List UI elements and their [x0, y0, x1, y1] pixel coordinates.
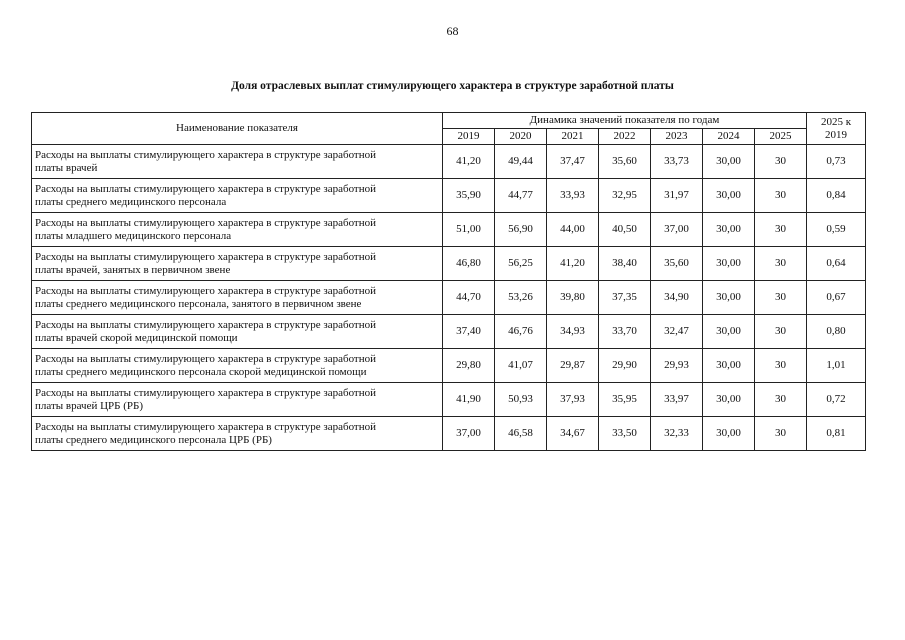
value-cell: 30,00	[703, 281, 755, 315]
value-cell: 30	[755, 417, 807, 451]
table-row	[32, 349, 866, 383]
ratio-cell: 0,81	[807, 417, 866, 451]
value-cell: 32,33	[651, 417, 703, 451]
table-row	[32, 315, 866, 349]
header-year: 2022	[599, 129, 651, 145]
value-cell: 49,44	[495, 145, 547, 179]
value-cell: 30,00	[703, 145, 755, 179]
value-cell: 41,20	[547, 247, 599, 281]
value-cell: 33,97	[651, 383, 703, 417]
indicator-name-cell	[32, 247, 443, 281]
value-cell: 30,00	[703, 349, 755, 383]
value-cell: 35,60	[599, 145, 651, 179]
value-cell: 35,90	[443, 179, 495, 213]
ratio-cell: 0,64	[807, 247, 866, 281]
value-cell: 56,25	[495, 247, 547, 281]
value-cell: 30	[755, 179, 807, 213]
value-cell: 32,47	[651, 315, 703, 349]
indicator-name-line2: платы врачей скорой медицинской помощи	[35, 331, 238, 344]
indicator-name-line1: Расходы на выплаты стимулирующего характера в структуре заработной	[35, 352, 377, 365]
value-cell: 41,07	[495, 349, 547, 383]
ratio-cell: 0,80	[807, 315, 866, 349]
indicator-name-line2: платы младшего медицинского персонала	[35, 229, 232, 242]
value-cell: 37,35	[599, 281, 651, 315]
header-year: 2019	[443, 129, 495, 145]
indicator-name-line1: Расходы на выплаты стимулирующего характера в структуре заработной	[35, 250, 377, 263]
ratio-cell: 0,84	[807, 179, 866, 213]
table-header	[32, 113, 866, 145]
indicator-name-cell	[32, 213, 443, 247]
value-cell: 35,60	[651, 247, 703, 281]
indicator-name-cell	[32, 383, 443, 417]
stimulus-payments-table	[31, 112, 866, 451]
value-cell: 46,58	[495, 417, 547, 451]
value-cell: 33,73	[651, 145, 703, 179]
value-cell: 44,00	[547, 213, 599, 247]
value-cell: 30	[755, 213, 807, 247]
table-row	[32, 281, 866, 315]
header-year: 2020	[495, 129, 547, 145]
value-cell: 33,50	[599, 417, 651, 451]
indicator-name-cell	[32, 417, 443, 451]
value-cell: 56,90	[495, 213, 547, 247]
page-number: 68	[446, 24, 459, 38]
table-row	[32, 213, 866, 247]
value-cell: 30,00	[703, 179, 755, 213]
indicator-name-line1: Расходы на выплаты стимулирующего характера в структуре заработной	[35, 386, 377, 399]
header-ratio-line2: 2019	[825, 128, 848, 141]
value-cell: 35,95	[599, 383, 651, 417]
value-cell: 41,90	[443, 383, 495, 417]
header-dynamics: Динамика значений показателя по годам	[443, 113, 807, 129]
indicator-name-line1: Расходы на выплаты стимулирующего характера в структуре заработной	[35, 420, 377, 433]
value-cell: 44,70	[443, 281, 495, 315]
value-cell: 29,93	[651, 349, 703, 383]
value-cell: 37,40	[443, 315, 495, 349]
table-row	[32, 247, 866, 281]
ratio-cell: 0,72	[807, 383, 866, 417]
indicator-name-line2: платы среднего медицинского персонала	[35, 195, 227, 208]
value-cell: 30,00	[703, 315, 755, 349]
value-cell: 29,87	[547, 349, 599, 383]
table-body	[32, 145, 866, 451]
value-cell: 29,90	[599, 349, 651, 383]
indicator-name-line2: платы врачей, занятых в первичном звене	[35, 263, 231, 276]
value-cell: 30,00	[703, 417, 755, 451]
indicator-name-cell	[32, 349, 443, 383]
value-cell: 30	[755, 247, 807, 281]
ratio-cell: 0,73	[807, 145, 866, 179]
indicator-name-line1: Расходы на выплаты стимулирующего характера в структуре заработной	[35, 182, 377, 195]
value-cell: 32,95	[599, 179, 651, 213]
value-cell: 34,67	[547, 417, 599, 451]
table-row	[32, 179, 866, 213]
value-cell: 29,80	[443, 349, 495, 383]
value-cell: 30	[755, 281, 807, 315]
value-cell: 33,70	[599, 315, 651, 349]
value-cell: 44,77	[495, 179, 547, 213]
value-cell: 30	[755, 315, 807, 349]
value-cell: 34,93	[547, 315, 599, 349]
header-ratio	[807, 113, 866, 145]
header-year: 2025	[755, 129, 807, 145]
value-cell: 34,90	[651, 281, 703, 315]
indicator-name-line1: Расходы на выплаты стимулирующего характера в структуре заработной	[35, 284, 377, 297]
indicator-name-line1: Расходы на выплаты стимулирующего характера в структуре заработной	[35, 148, 377, 161]
value-cell: 37,00	[651, 213, 703, 247]
table-row	[32, 145, 866, 179]
indicator-name-line2: платы среднего медицинского персонала скорой медицинской помощи	[35, 365, 367, 378]
value-cell: 30	[755, 145, 807, 179]
value-cell: 53,26	[495, 281, 547, 315]
indicator-name-cell	[32, 179, 443, 213]
value-cell: 50,93	[495, 383, 547, 417]
ratio-cell: 0,59	[807, 213, 866, 247]
value-cell: 30,00	[703, 213, 755, 247]
header-indicator-name: Наименование показателя	[32, 113, 443, 145]
indicator-name-line2: платы среднего медицинского персонала, занятого в первичном звене	[35, 297, 362, 310]
value-cell: 37,00	[443, 417, 495, 451]
indicator-name-line2: платы врачей	[35, 161, 98, 174]
value-cell: 39,80	[547, 281, 599, 315]
header-year: 2024	[703, 129, 755, 145]
ratio-cell: 1,01	[807, 349, 866, 383]
value-cell: 46,80	[443, 247, 495, 281]
value-cell: 40,50	[599, 213, 651, 247]
indicator-name-line2: платы среднего медицинского персонала ЦРБ (РБ)	[35, 433, 272, 446]
ratio-cell: 0,67	[807, 281, 866, 315]
indicator-name-cell	[32, 145, 443, 179]
indicator-name-cell	[32, 281, 443, 315]
indicator-name-line1: Расходы на выплаты стимулирующего характера в структуре заработной	[35, 318, 377, 331]
value-cell: 30	[755, 383, 807, 417]
table-row	[32, 417, 866, 451]
document-title: Доля отраслевых выплат стимулирующего характера в структуре заработной платы	[231, 80, 674, 92]
value-cell: 37,93	[547, 383, 599, 417]
indicator-name-line1: Расходы на выплаты стимулирующего характера в структуре заработной	[35, 216, 377, 229]
value-cell: 30,00	[703, 383, 755, 417]
value-cell: 31,97	[651, 179, 703, 213]
indicator-name-line2: платы врачей ЦРБ (РБ)	[35, 399, 143, 412]
value-cell: 30	[755, 349, 807, 383]
indicator-name-cell	[32, 315, 443, 349]
value-cell: 46,76	[495, 315, 547, 349]
value-cell: 51,00	[443, 213, 495, 247]
header-year: 2021	[547, 129, 599, 145]
value-cell: 37,47	[547, 145, 599, 179]
header-year: 2023	[651, 129, 703, 145]
value-cell: 33,93	[547, 179, 599, 213]
value-cell: 41,20	[443, 145, 495, 179]
table-row	[32, 383, 866, 417]
value-cell: 30,00	[703, 247, 755, 281]
value-cell: 38,40	[599, 247, 651, 281]
header-ratio-line1: 2025 к	[820, 115, 852, 128]
